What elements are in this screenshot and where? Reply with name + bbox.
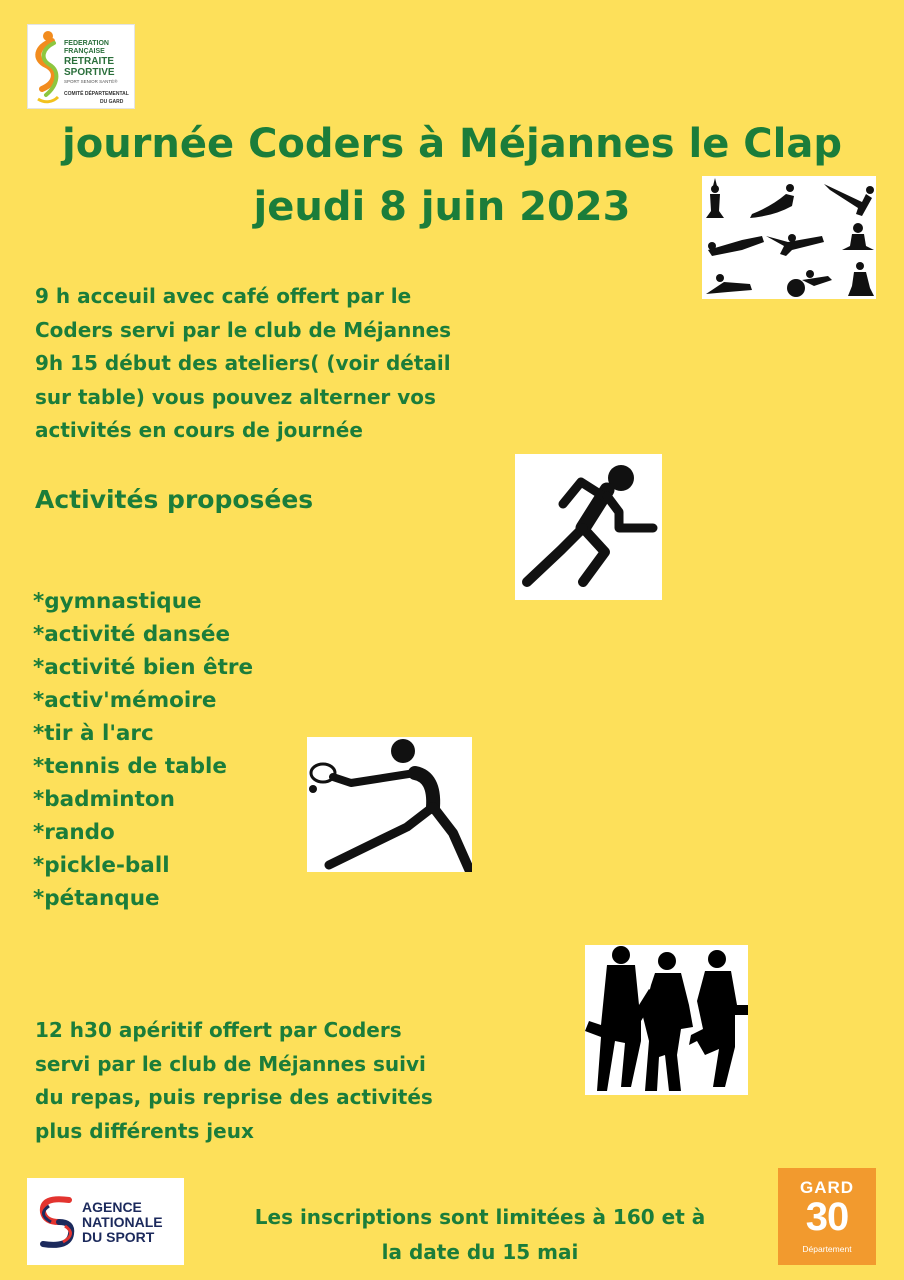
activity-item: *tir à l'arc bbox=[33, 721, 154, 746]
ans-line3: DU SPORT bbox=[82, 1229, 155, 1245]
activities-heading: Activités proposées bbox=[35, 485, 314, 514]
activity-item: *activité dansée bbox=[33, 622, 231, 647]
activity-item: *activ'mémoire bbox=[33, 688, 217, 713]
intro-line: 9h 15 début des ateliers( (voir détail bbox=[35, 351, 451, 375]
tennis-pictogram-image bbox=[307, 737, 472, 872]
intro-line: sur table) vous pouvez alterner vos bbox=[35, 384, 436, 409]
activity-item: *pétanque bbox=[33, 886, 160, 911]
activities-list bbox=[33, 585, 253, 915]
ans-line1: AGENCE bbox=[82, 1199, 142, 1215]
runner-pictogram-image bbox=[515, 454, 662, 600]
intro-line: 9 h acceuil avec café offert par le bbox=[35, 284, 412, 308]
ffrs-tagline: SPORT SENIOR SANTÉ® bbox=[64, 79, 118, 84]
intro-line: activités en cours de journée bbox=[35, 418, 363, 442]
gard-name: GARD bbox=[799, 1178, 855, 1197]
activity-item: *rando bbox=[33, 820, 115, 845]
activity-item: *badminton bbox=[33, 787, 175, 812]
yoga-poses-icon bbox=[702, 176, 876, 299]
ffrs-committee2: DU GARD bbox=[100, 99, 124, 105]
ans-emblem-icon bbox=[35, 1192, 79, 1252]
ffrs-logo bbox=[27, 24, 135, 109]
yoga-silhouettes-image bbox=[702, 176, 876, 299]
lunch-line: servi par le club de Méjannes suivi bbox=[35, 1051, 426, 1076]
lunch-line: 12 h30 apéritif offert par Coders bbox=[35, 1018, 402, 1042]
ffrs-line4: SPORTIVE bbox=[64, 67, 115, 78]
intro-paragraph bbox=[35, 280, 451, 448]
lunch-paragraph bbox=[35, 1014, 433, 1148]
activity-item: *activité bien être bbox=[33, 655, 254, 680]
ans-logo bbox=[27, 1178, 184, 1265]
lunch-line: plus différents jeux bbox=[35, 1118, 254, 1143]
runner-icon bbox=[515, 454, 662, 600]
activity-item: *gymnastique bbox=[33, 589, 202, 614]
group-dancers-image bbox=[585, 945, 748, 1095]
footer-line: la date du 15 mai bbox=[381, 1240, 579, 1264]
activity-item: *pickle-ball bbox=[33, 853, 170, 878]
ffrs-committee1: COMITÉ DÉPARTEMENTAL bbox=[64, 91, 129, 97]
gard-dept: Département bbox=[802, 1244, 852, 1254]
intro-line: Coders servi par le club de Méjannes bbox=[35, 317, 452, 342]
ffrs-line2: FRANÇAISE bbox=[64, 48, 105, 55]
gard-number: 30 bbox=[805, 1195, 849, 1239]
ffrs-line3: RETRAITE bbox=[64, 56, 114, 67]
ans-line2: NATIONALE bbox=[82, 1214, 163, 1230]
footer-line: Les inscriptions sont limitées à 160 et à bbox=[254, 1205, 706, 1229]
title-date: jeudi 8 juin 2023 bbox=[253, 184, 631, 230]
ffrs-line1: FEDERATION bbox=[64, 40, 109, 47]
activity-item: *tennis de table bbox=[33, 754, 227, 779]
dancers-icon bbox=[585, 945, 748, 1095]
gard-department-logo bbox=[778, 1168, 876, 1265]
ffrs-emblem-icon bbox=[28, 25, 68, 110]
lunch-line: du repas, puis reprise des activités bbox=[35, 1085, 433, 1109]
tennis-player-icon bbox=[307, 737, 472, 872]
registration-note bbox=[215, 1200, 745, 1270]
title-event: journée Coders à Méjannes le Clap bbox=[62, 121, 842, 167]
